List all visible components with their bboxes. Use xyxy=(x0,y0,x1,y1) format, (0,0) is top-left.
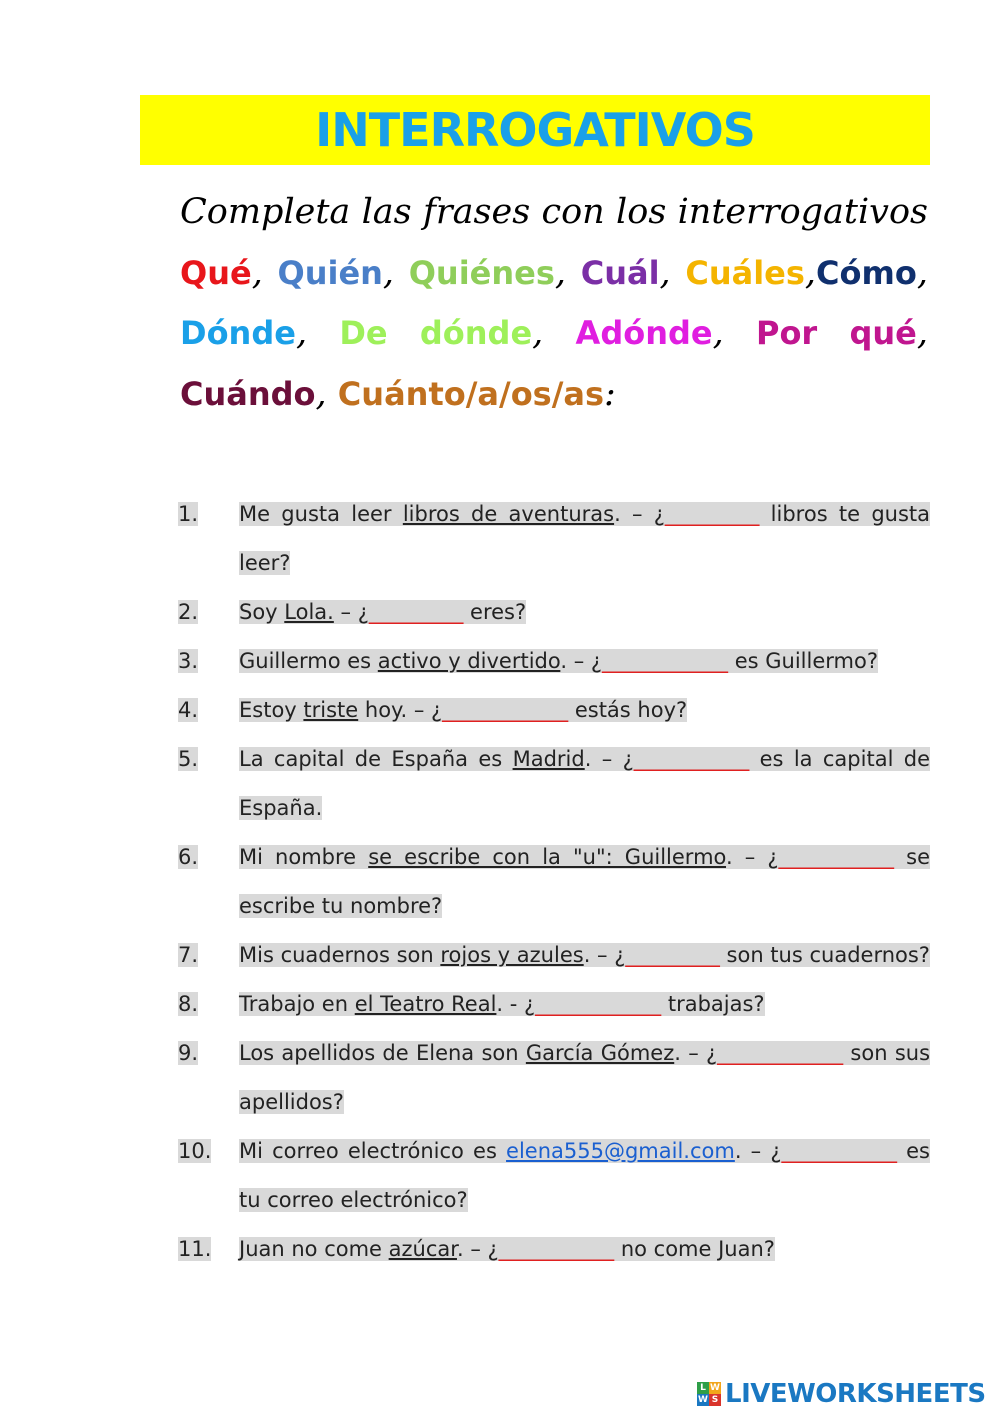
sentence-text: . – ¿ xyxy=(456,1237,499,1261)
sentence-text: son tus cuadernos? xyxy=(719,943,930,967)
exercise-item xyxy=(178,833,930,931)
exercise-text xyxy=(239,600,526,624)
underlined-answer-hint: Madrid xyxy=(512,747,585,771)
sentence-text: Mi correo electrónico es xyxy=(239,1139,507,1163)
sentence-text: . – ¿ xyxy=(734,1139,782,1163)
keyword-4: Cuál xyxy=(580,253,660,292)
sentence-text: . – ¿ xyxy=(726,845,779,869)
exercise-item xyxy=(178,980,930,1029)
exercise-text xyxy=(239,502,930,575)
exercise-item xyxy=(178,490,930,588)
answer-blank[interactable]: ____________ xyxy=(442,698,569,722)
exercise-text xyxy=(239,845,930,918)
answer-blank[interactable]: _________ xyxy=(664,502,760,526)
keyword-10: Por qué xyxy=(755,314,917,352)
sentence-text: – ¿ xyxy=(333,600,369,624)
sentence-text: Trabajo en xyxy=(239,992,355,1016)
exercise-number: 6. xyxy=(178,845,199,869)
keyword-separator: , xyxy=(659,252,686,293)
sentence-text: libros te gusta leer? xyxy=(239,502,931,575)
sentence-text: es la capital de España. xyxy=(239,747,931,820)
exercise-number: 5. xyxy=(178,747,199,771)
keyword-9: Adónde xyxy=(575,314,713,352)
answer-blank[interactable]: ___________ xyxy=(498,1237,615,1261)
exercise-text xyxy=(239,992,765,1016)
keyword-separator: , xyxy=(251,252,278,293)
keyword-separator: , xyxy=(712,313,756,353)
exercise-number: 10. xyxy=(178,1139,212,1163)
title-banner xyxy=(140,95,930,165)
exercise-number: 4. xyxy=(178,698,199,722)
sentence-text: es Guillermo? xyxy=(728,649,878,673)
liveworksheets-logo xyxy=(697,1378,986,1410)
underlined-answer-hint: triste xyxy=(303,698,359,722)
sentence-text: . – ¿ xyxy=(560,649,603,673)
exercise-item xyxy=(178,637,930,686)
exercise-number: 3. xyxy=(178,649,199,673)
logo-mark-cell: W xyxy=(698,1395,708,1405)
logo-mark-icon xyxy=(697,1382,721,1406)
exercise-list xyxy=(178,490,930,1274)
underlined-answer-hint: activo y divertido xyxy=(377,649,561,673)
exercise-item xyxy=(178,735,930,833)
exercise-text xyxy=(239,698,687,722)
keyword-7: Dónde xyxy=(180,314,296,352)
keyword-separator: : xyxy=(604,373,616,414)
sentence-text: se escribe tu nombre? xyxy=(239,845,931,918)
sentence-text: . - ¿ xyxy=(496,992,536,1016)
exercise-item xyxy=(178,931,930,980)
sentence-text: no come Juan? xyxy=(614,1237,775,1261)
exercise-text xyxy=(239,1139,930,1212)
sentence-text: Mi nombre xyxy=(239,845,369,869)
underlined-answer-hint: García Gómez xyxy=(525,1041,675,1065)
exercise-item xyxy=(178,1225,930,1274)
keyword-separator: , xyxy=(315,373,338,414)
exercise-number: 8. xyxy=(178,992,199,1016)
exercise-number: 11. xyxy=(178,1237,212,1261)
sentence-text: es tu correo electrónico? xyxy=(239,1139,930,1212)
keyword-6: Cómo xyxy=(816,253,917,292)
sentence-text: estás hoy? xyxy=(568,698,688,722)
answer-blank[interactable]: ___________ xyxy=(633,747,750,771)
exercise-text xyxy=(239,1237,775,1261)
keyword-separator: , xyxy=(916,252,928,293)
sentence-text: . – ¿ xyxy=(583,943,626,967)
answer-blank[interactable]: _________ xyxy=(368,600,464,624)
keyword-8: De dónde xyxy=(339,314,533,352)
keyword-separator: , xyxy=(804,252,817,293)
sentence-text: trabajas? xyxy=(661,992,765,1016)
sentence-text: eres? xyxy=(463,600,527,624)
answer-blank[interactable]: ____________ xyxy=(717,1041,844,1065)
sentence-text: hoy. – ¿ xyxy=(358,698,443,722)
exercise-item xyxy=(178,1029,930,1127)
underlined-answer-hint: azúcar xyxy=(388,1237,457,1261)
answer-blank[interactable]: ___________ xyxy=(781,1139,897,1163)
sentence-text: Los apellidos de Elena son xyxy=(239,1041,526,1065)
underlined-answer-hint: rojos y azules xyxy=(440,943,584,967)
exercise-text xyxy=(239,1041,930,1114)
sentence-text: La capital de España es xyxy=(239,747,513,771)
sentence-text: . – ¿ xyxy=(674,1041,718,1065)
exercise-item xyxy=(178,1127,930,1225)
answer-blank[interactable]: _________ xyxy=(625,943,720,967)
underlined-answer-hint: se escribe con la "u": Guillermo xyxy=(368,845,727,869)
exercise-number: 9. xyxy=(178,1041,199,1065)
exercise-text xyxy=(239,747,930,820)
exercise-number: 7. xyxy=(178,943,199,967)
keyword-1: Qué xyxy=(180,253,252,292)
keyword-separator: , xyxy=(382,252,409,293)
sentence-text: Soy xyxy=(239,600,285,624)
underlined-answer-hint: Lola. xyxy=(284,600,334,624)
answer-blank[interactable]: ____________ xyxy=(535,992,662,1016)
sentence-text: son sus apellidos? xyxy=(239,1041,931,1114)
email-link[interactable]: elena555@gmail.com xyxy=(506,1139,735,1163)
keyword-separator: , xyxy=(554,252,581,293)
exercise-text xyxy=(239,943,930,967)
logo-mark-cell: S xyxy=(709,1394,721,1406)
keyword-separator: , xyxy=(295,313,340,353)
sentence-text: Juan no come xyxy=(239,1237,389,1261)
keyword-list xyxy=(180,253,928,414)
logo-mark-cell: W xyxy=(710,1383,720,1393)
keyword-separator: , xyxy=(916,313,929,353)
sentence-text: . – ¿ xyxy=(614,502,665,526)
answer-blank[interactable]: ____________ xyxy=(602,649,729,673)
sentence-text: Guillermo es xyxy=(239,649,378,673)
sentence-text: Me gusta leer xyxy=(239,502,403,526)
exercise-text xyxy=(239,649,878,673)
page-title: INTERROGATIVOS xyxy=(315,103,755,157)
sentence-text: Mis cuadernos son xyxy=(239,943,441,967)
answer-blank[interactable]: ___________ xyxy=(778,845,895,869)
exercise-item xyxy=(178,686,930,735)
sentence-text: Estoy xyxy=(239,698,304,722)
keyword-12: Cuánto/a/os/as xyxy=(337,374,605,413)
logo-mark-cell: L xyxy=(697,1382,709,1394)
logo-text: LIVEWORKSHEETS xyxy=(725,1379,986,1409)
exercise-item xyxy=(178,588,930,637)
keyword-11: Cuándo xyxy=(180,374,316,413)
exercise-number: 1. xyxy=(178,502,199,526)
keyword-5: Cuáles xyxy=(685,253,805,292)
keyword-3: Quiénes xyxy=(408,253,555,292)
instructions xyxy=(180,182,928,424)
instructions-lead: Completa las frases con los interrogativos xyxy=(180,192,928,232)
exercise-number: 2. xyxy=(178,600,199,624)
underlined-answer-hint: libros de aventuras xyxy=(402,502,615,526)
keyword-2: Quién xyxy=(277,253,383,292)
sentence-text: . – ¿ xyxy=(584,747,634,771)
underlined-answer-hint: el Teatro Real xyxy=(354,992,497,1016)
keyword-separator: , xyxy=(532,313,576,353)
